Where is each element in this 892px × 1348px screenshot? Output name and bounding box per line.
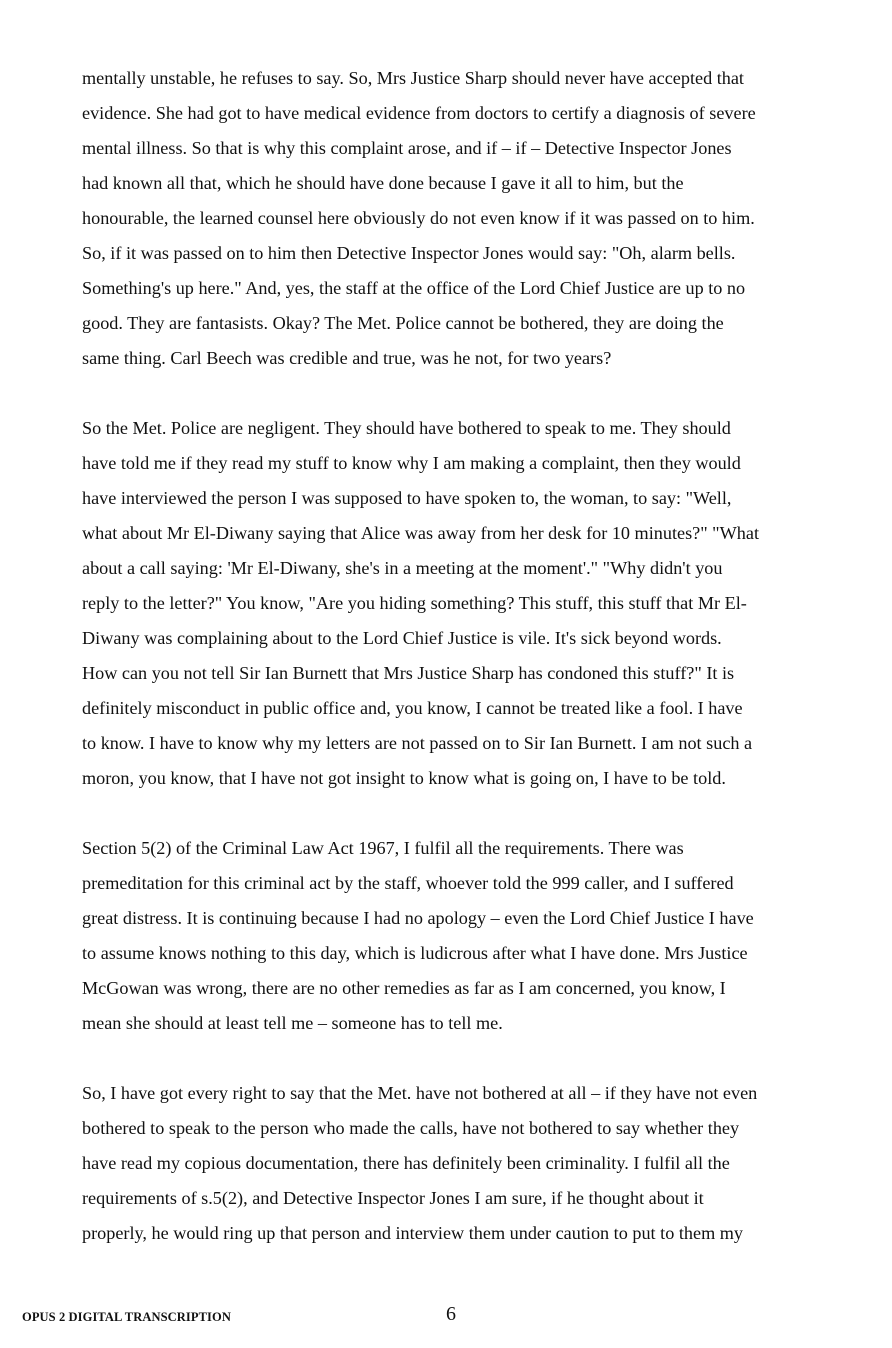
text-line: good. They are fantasists. Okay? The Met. Police cannot be bothered, they are doing the: [82, 313, 724, 333]
paragraph-3: [82, 831, 852, 1041]
text-line: honourable, the learned counsel here obviously do not even know if it was passed on to him.: [82, 208, 755, 228]
transcript-body: [82, 61, 852, 1286]
text-line: evidence. She had got to have medical evidence from doctors to certify a diagnosis of severe: [82, 103, 756, 123]
text-line: to know. I have to know why my letters are not passed on to Sir Ian Burnett. I am not such a: [82, 733, 753, 753]
text-line: same thing. Carl Beech was credible and true, was he not, for two years?: [82, 348, 612, 368]
text-line: to assume knows nothing to this day, which is ludicrous after what I have done. Mrs Justice: [82, 943, 748, 963]
text-line: moron, you know, that I have not got insight to know what is going on, I have to be told.: [82, 768, 726, 788]
text-line: about a call saying: 'Mr El-Diwany, she's in a meeting at the moment'." "Why didn't you: [82, 558, 723, 578]
paragraph-4: [82, 1076, 852, 1251]
text-line: mental illness. So that is why this complaint arose, and if – if – Detective Inspector Jones: [82, 138, 732, 158]
text-line: So, if it was passed on to him then Detective Inspector Jones would say: "Oh, alarm bells.: [82, 243, 736, 263]
page-number: 6: [446, 1303, 456, 1325]
text-line: Diwany was complaining about to the Lord Chief Justice is vile. It's sick beyond words.: [82, 628, 722, 648]
text-line: had known all that, which he should have done because I gave it all to him, but the: [82, 173, 684, 193]
text-line: Section 5(2) of the Criminal Law Act 1967, I fulfil all the requirements. There was: [82, 838, 684, 858]
paragraph-2: [82, 411, 852, 796]
text-line: premeditation for this criminal act by the staff, whoever told the 999 caller, and I suffered: [82, 873, 734, 893]
text-line: reply to the letter?" You know, "Are you hiding something? This stuff, this stuff that Mr El-: [82, 593, 747, 613]
text-line: have read my copious documentation, there has definitely been criminality. I fulfil all the: [82, 1153, 730, 1173]
text-line: what about Mr El-Diwany saying that Alice was away from her desk for 10 minutes?" "What: [82, 523, 759, 543]
text-line: have told me if they read my stuff to know why I am making a complaint, then they would: [82, 453, 741, 473]
text-line: have interviewed the person I was supposed to have spoken to, the woman, to say: "Well,: [82, 488, 732, 508]
text-line: mentally unstable, he refuses to say. So, Mrs Justice Sharp should never have accepted that: [82, 68, 744, 88]
footer-company-name: OPUS 2 DIGITAL TRANSCRIPTION: [22, 1310, 231, 1324]
text-line: Something's up here." And, yes, the staff at the office of the Lord Chief Justice are up to no: [82, 278, 746, 298]
text-line: properly, he would ring up that person and interview them under caution to put to them my: [82, 1223, 744, 1243]
text-line: How can you not tell Sir Ian Burnett that Mrs Justice Sharp has condoned this stuff?" It is: [82, 663, 735, 683]
text-line: bothered to speak to the person who made the calls, have not bothered to say whether they: [82, 1118, 740, 1138]
text-line: So, I have got every right to say that the Met. have not bothered at all – if they have not even: [82, 1083, 758, 1103]
text-line: great distress. It is continuing because I had no apology – even the Lord Chief Justice I have: [82, 908, 754, 928]
text-line: requirements of s.5(2), and Detective Inspector Jones I am sure, if he thought about it: [82, 1188, 704, 1208]
text-line: So the Met. Police are negligent. They should have bothered to speak to me. They should: [82, 418, 731, 438]
text-line: McGowan was wrong, there are no other remedies as far as I am concerned, you know, I: [82, 978, 726, 998]
text-line: definitely misconduct in public office and, you know, I cannot be treated like a fool. I have: [82, 698, 743, 718]
text-line: mean she should at least tell me – someone has to tell me.: [82, 1013, 503, 1033]
paragraph-1: [82, 61, 852, 376]
